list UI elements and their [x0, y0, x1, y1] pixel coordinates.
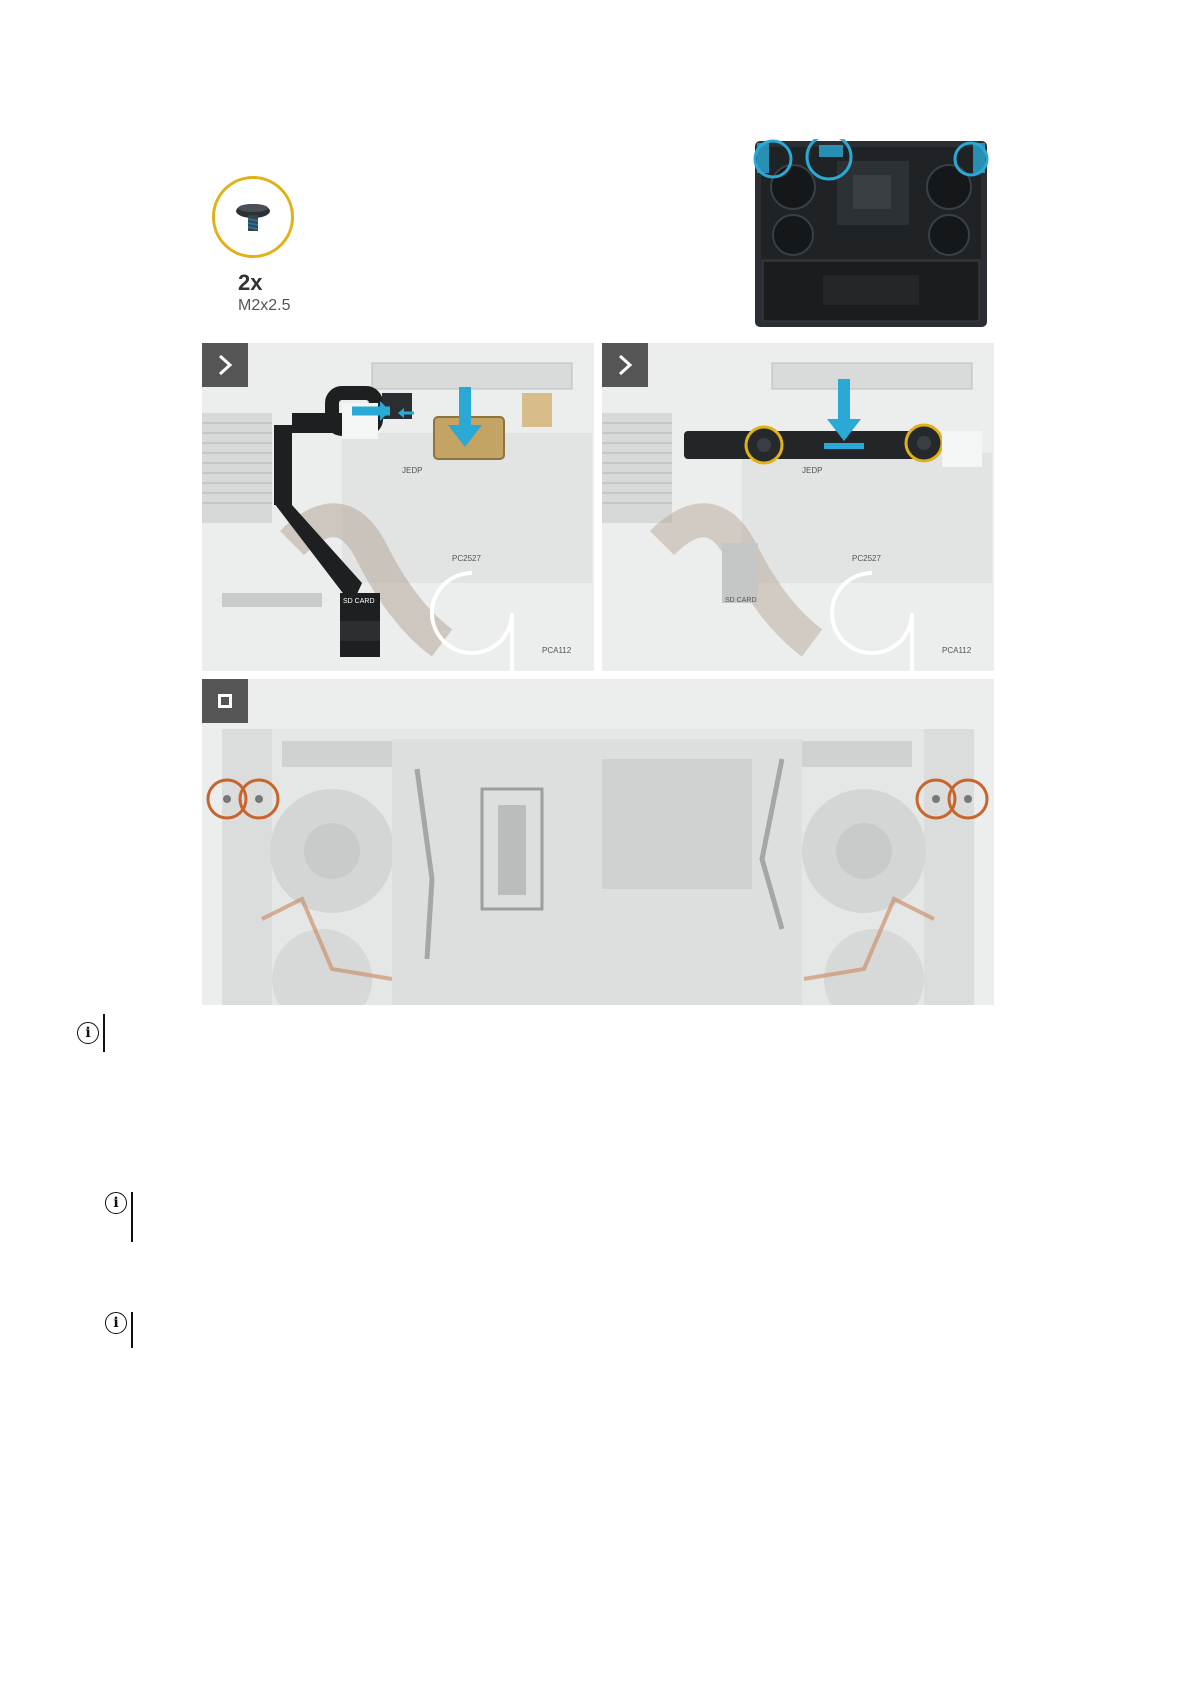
screw-icon [215, 179, 291, 255]
info-icon: i [77, 1022, 99, 1044]
screw-callout [212, 176, 294, 258]
board-label-jedp: JEDP [802, 466, 823, 475]
chevron-right-icon [202, 343, 248, 387]
note-2 [105, 1192, 133, 1242]
motherboard-detail-image [602, 343, 994, 671]
cable-label: SD CARD [343, 598, 375, 605]
note-1 [77, 1014, 105, 1052]
motherboard-detail-image [202, 343, 594, 671]
screw-size: M2x2.5 [238, 297, 291, 314]
full-board-image [202, 679, 994, 1005]
note-3 [105, 1312, 133, 1348]
step-2-panel [602, 343, 994, 671]
info-icon: i [105, 1192, 127, 1214]
board-label-pc2527: PC2527 [852, 554, 881, 563]
board-label-jedp: JEDP [402, 466, 423, 475]
chevron-right-icon [602, 343, 648, 387]
step-1-panel [202, 343, 594, 671]
note-divider [131, 1312, 133, 1348]
board-label-pc2527: PC2527 [452, 554, 481, 563]
screw-quantity: 2x [238, 270, 263, 295]
info-icon: i [105, 1312, 127, 1334]
note-divider [131, 1192, 133, 1242]
cable-label: SD CARD [725, 597, 757, 604]
overview-image [753, 139, 989, 329]
note-divider [103, 1014, 105, 1052]
step-3-panel [202, 679, 994, 1005]
board-label-pca112: PCA112 [942, 646, 972, 655]
stop-square-icon [202, 679, 248, 723]
board-label-pca112: PCA112 [542, 646, 572, 655]
